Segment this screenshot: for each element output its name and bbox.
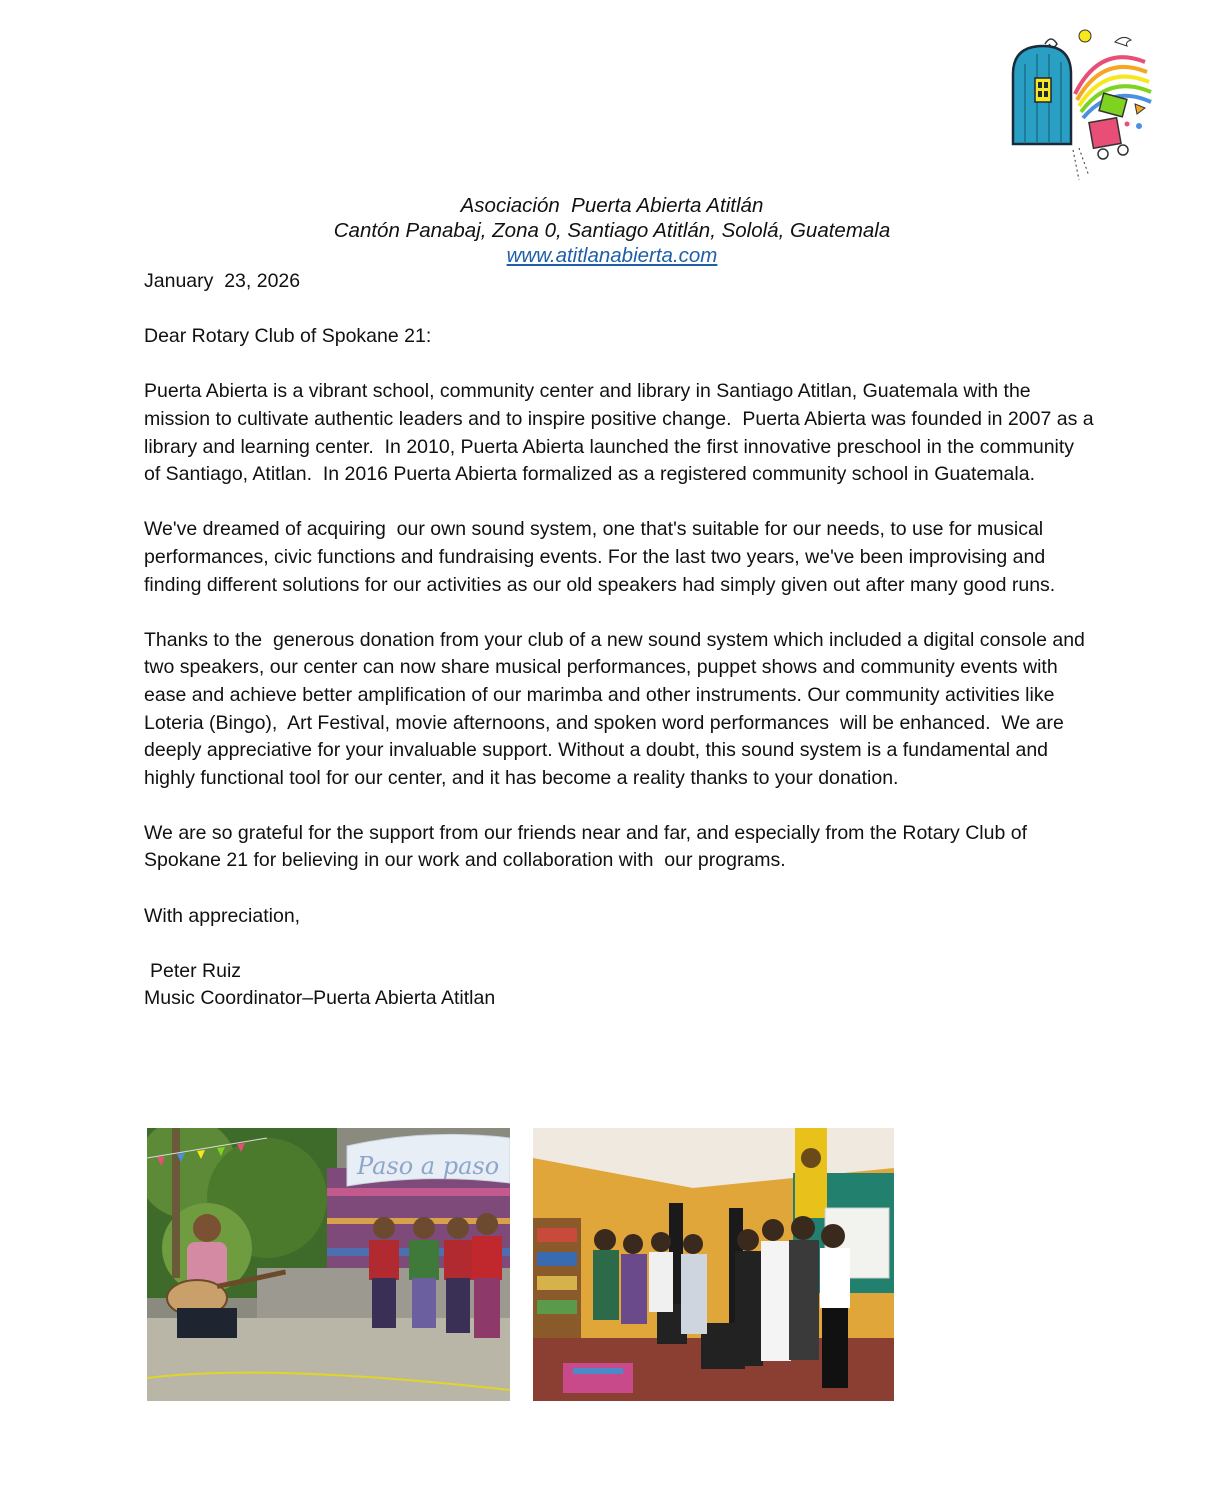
signer-title: Music Coordinator–Puerta Abierta Atitlan xyxy=(144,987,496,1010)
letter-date: January 23, 2026 xyxy=(144,270,301,292)
salutation: Dear Rotary Club of Spokane 21: xyxy=(144,325,432,348)
org-name: Asociación Puerta Abierta Atitlán xyxy=(460,194,764,217)
photo-group-sound-system xyxy=(533,1128,894,1401)
organization-logo xyxy=(1005,24,1155,186)
paragraph: We are so grateful for the support from our friends near and far, and especially from the Rotary Club of Spokane 21 for believing in our work and collaboration with our programs. xyxy=(144,821,1033,872)
door-logo-icon xyxy=(1005,24,1155,186)
website-link[interactable]: www.atitlanabierta.com xyxy=(506,244,718,267)
letter-body xyxy=(144,268,1100,1013)
photo-guitarist-children xyxy=(147,1128,510,1401)
paragraph: We've dreamed of acquiring our own sound system, one that's suitable for our needs, to use for musical performances, civic functions and fundraising events. For the last two years, we've been improvising and finding different solutions for our activities as our old speakers had simply given out after many good runs. xyxy=(144,518,1056,596)
paragraph: Puerta Abierta is a vibrant school, community center and library in Santiago Atitlan, Guatemala with the mission to cultivate authentic leaders and to inspire positive change. Puerta Abierta was founded in 2007 as a library and learning center. In 2010, Puerta Abierta launched the first innovative preschool in the community of Santiago, Atitlan. In 2016 Puerta Abierta formalized as a registered community school in Guatemala. xyxy=(144,380,1100,486)
paragraph: Thanks to the generous donation from your club of a new sound system which included a digital console and two speakers, our center can now share musical performances, puppet shows and community events with ease and achieve better amplification of our marimba and other instruments. Our community activities like Loteria (Bingo), Art Festival, movie afternoons, and spoken word performances will be enhanced. We are deeply appreciative for your invaluable support. Without a doubt, this sound system is a fundamental and highly functional tool for our center, and it has become a reality thanks to your donation. xyxy=(144,628,1091,789)
closing: With appreciation, xyxy=(144,904,301,927)
letterhead xyxy=(0,193,1224,268)
banner-text: Paso a paso xyxy=(357,1152,500,1180)
org-address: Cantón Panabaj, Zona 0, Santiago Atitlán, Sololá, Guatemala xyxy=(333,219,891,242)
signer-name: Peter Ruiz xyxy=(150,959,242,982)
